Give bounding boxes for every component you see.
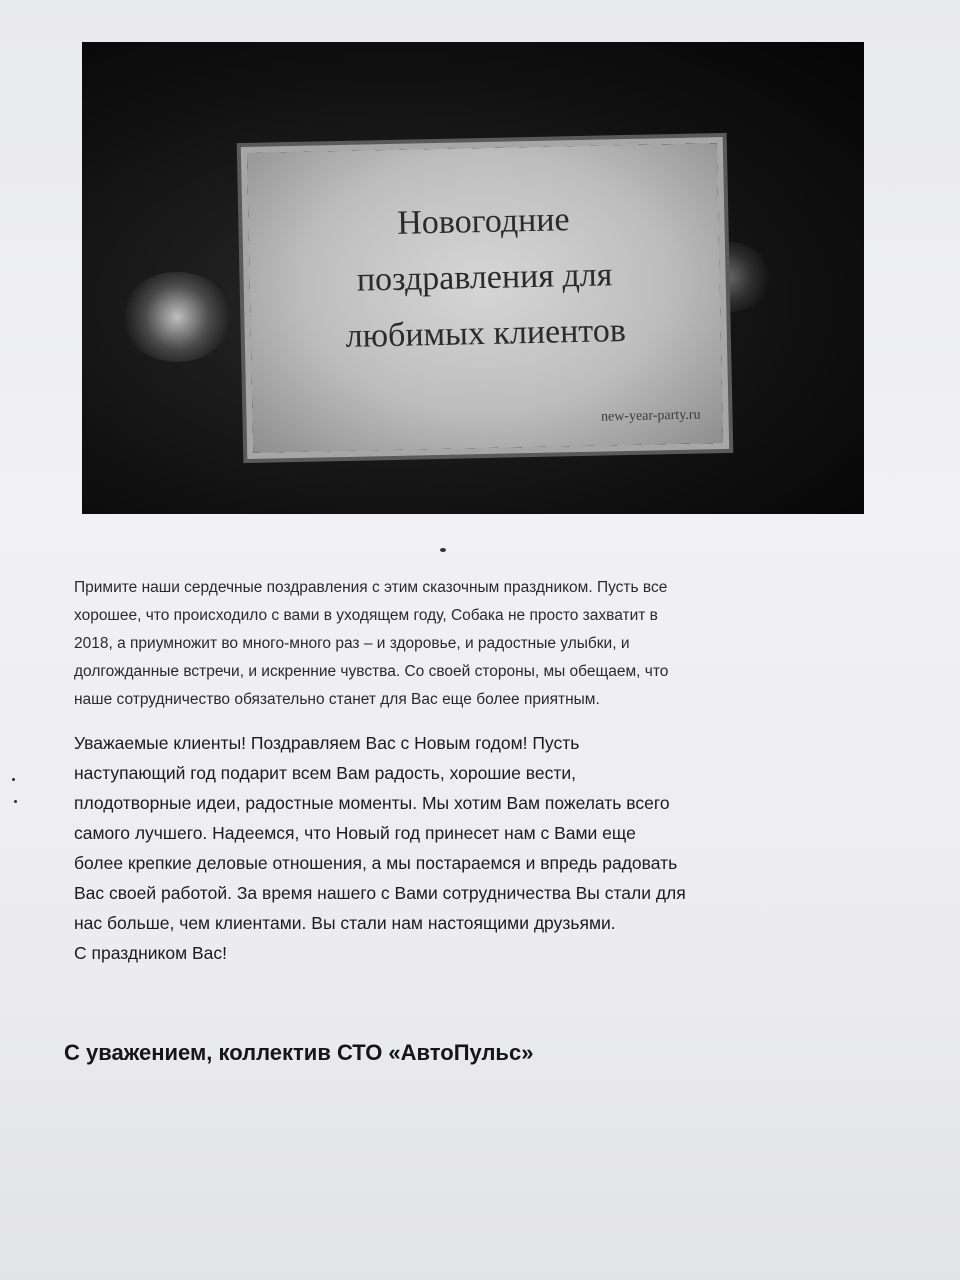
- image-speckle: [122, 272, 232, 362]
- print-speck: [440, 548, 446, 552]
- print-speck: [14, 800, 17, 803]
- card-url: new-year-party.ru: [600, 407, 701, 425]
- greeting-paragraph-1: Примите наши сердечные поздравления с этим сказочным праздником. Пусть все хорошее, что происходило с вами в уходящем году, Собака не просто захватит в 2018, а приумножит во много-много раз – и здоровье, и радостные улыбки, и долгожданные встречи, и искренние чувства. Со своей стороны, мы обещаем, что наше сотрудничество обязательно станет для Вас еще более приятным.: [74, 579, 669, 708]
- signature: С уважением, коллектив СТО «АвтоПульс»: [64, 1040, 534, 1065]
- card-title: Новогодние поздравления для любимых клиентов: [345, 201, 627, 355]
- greeting-paragraph-2: Уважаемые клиенты! Поздравляем Вас с Новым годом! Пусть наступающий год подарит всем Вам радость, хорошие вести, плодотворные идеи, радостные моменты. Мы хотим Вам пожелать всего самого лучшего. Надеемся, что Новый год принесет нам с Вами еще более крепкие деловые отношения, а мы постараемся и впредь радовать Вас своей работой. За время нашего с Вами сотрудничества Вы стали для нас больше, чем клиентами. Вы стали нам настоящими друзьями. С праздником Вас!: [74, 733, 686, 963]
- header-image: [82, 42, 864, 514]
- greeting-card: [247, 143, 723, 453]
- print-speck: [12, 778, 15, 781]
